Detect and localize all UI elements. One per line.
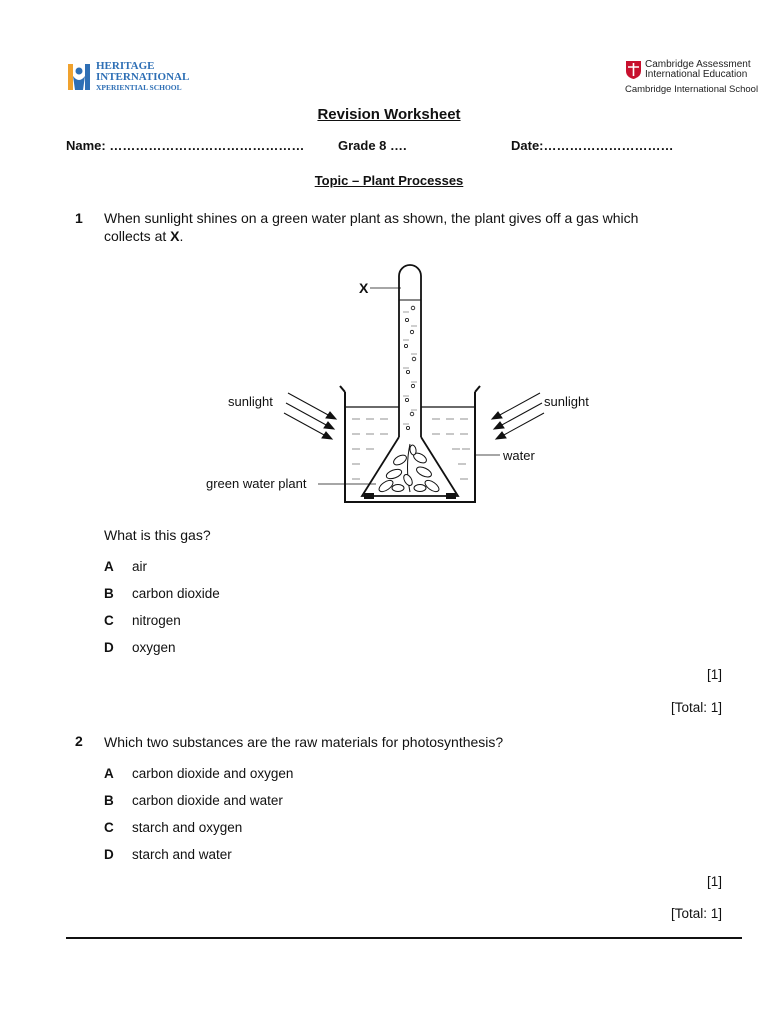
q1-option-a-letter: A <box>104 559 114 574</box>
school-emblem-icon <box>66 62 92 92</box>
school-logo <box>66 60 196 96</box>
question-1-number: 1 <box>75 210 83 226</box>
topic-heading: Topic – Plant Processes <box>314 173 464 188</box>
question-2-number: 2 <box>75 733 83 749</box>
q2-option-a-letter: A <box>104 766 114 781</box>
q1-option-d-text[interactable]: oxygen <box>132 640 176 655</box>
test-tube <box>399 265 421 437</box>
cambridge-logo-line3: Cambridge International School <box>625 84 759 95</box>
sunlight-arrows-left <box>284 393 336 439</box>
question-1-prompt: What is this gas? <box>104 527 211 543</box>
q2-option-d-letter: D <box>104 847 114 862</box>
q2-option-b-letter: B <box>104 793 114 808</box>
label-sunlight-right: sunlight <box>544 394 589 409</box>
worksheet-title: Revision Worksheet <box>317 106 461 123</box>
label-green-water-plant: green water plant <box>206 476 307 491</box>
question-1-line1: When sunlight shines on a green water plant as shown, the plant gives off a gas which <box>104 210 639 226</box>
q1-option-c-text[interactable]: nitrogen <box>132 613 181 628</box>
school-logo-line2: INTERNATIONAL <box>96 71 190 83</box>
question-1-line2-post: . <box>179 228 184 244</box>
q1-option-b-text[interactable]: carbon dioxide <box>132 586 220 601</box>
q1-marks: [1] <box>706 667 722 682</box>
q1-option-c-letter: C <box>104 613 114 628</box>
photosynthesis-diagram <box>200 262 620 508</box>
footer-rule <box>66 937 742 939</box>
q1-option-b-letter: B <box>104 586 114 601</box>
cambridge-logo-line1: Cambridge Assessment <box>645 59 751 70</box>
green-plant-icon <box>377 444 441 494</box>
q1-total: [Total: 1] <box>670 700 722 715</box>
label-sunlight-left: sunlight <box>228 394 273 409</box>
question-1-line2-pre: collects at <box>104 228 171 244</box>
school-logo-line1: HERITAGE <box>96 60 155 72</box>
q2-option-c-letter: C <box>104 820 114 835</box>
question-2-text: Which two substances are the raw materials for photosynthesis? <box>104 734 504 750</box>
cambridge-logo-line2: International Education <box>645 69 748 80</box>
cambridge-logo <box>624 58 759 98</box>
name-field: Name: ……………………………………… <box>66 138 305 153</box>
sunlight-arrows-right <box>492 393 544 439</box>
q1-option-d-letter: D <box>104 640 114 655</box>
question-1-text <box>104 209 694 245</box>
q2-total: [Total: 1] <box>670 906 722 921</box>
q2-option-c-text[interactable]: starch and oxygen <box>132 820 243 835</box>
date-field: Date:………………………… <box>511 138 674 153</box>
grade-field: Grade 8 …. <box>338 138 407 153</box>
question-1-line2-x: X <box>170 228 180 244</box>
label-x: X <box>359 280 369 296</box>
q2-option-d-text[interactable]: starch and water <box>132 847 232 862</box>
q2-option-a-text[interactable]: carbon dioxide and oxygen <box>132 766 294 781</box>
school-logo-line3: XPERIENTIAL SCHOOL <box>96 83 182 92</box>
q2-option-b-text[interactable]: carbon dioxide and water <box>132 793 283 808</box>
label-water: water <box>503 448 535 463</box>
cambridge-shield-icon <box>625 60 642 80</box>
q1-option-a-text[interactable]: air <box>132 559 148 574</box>
q2-marks: [1] <box>706 874 722 889</box>
